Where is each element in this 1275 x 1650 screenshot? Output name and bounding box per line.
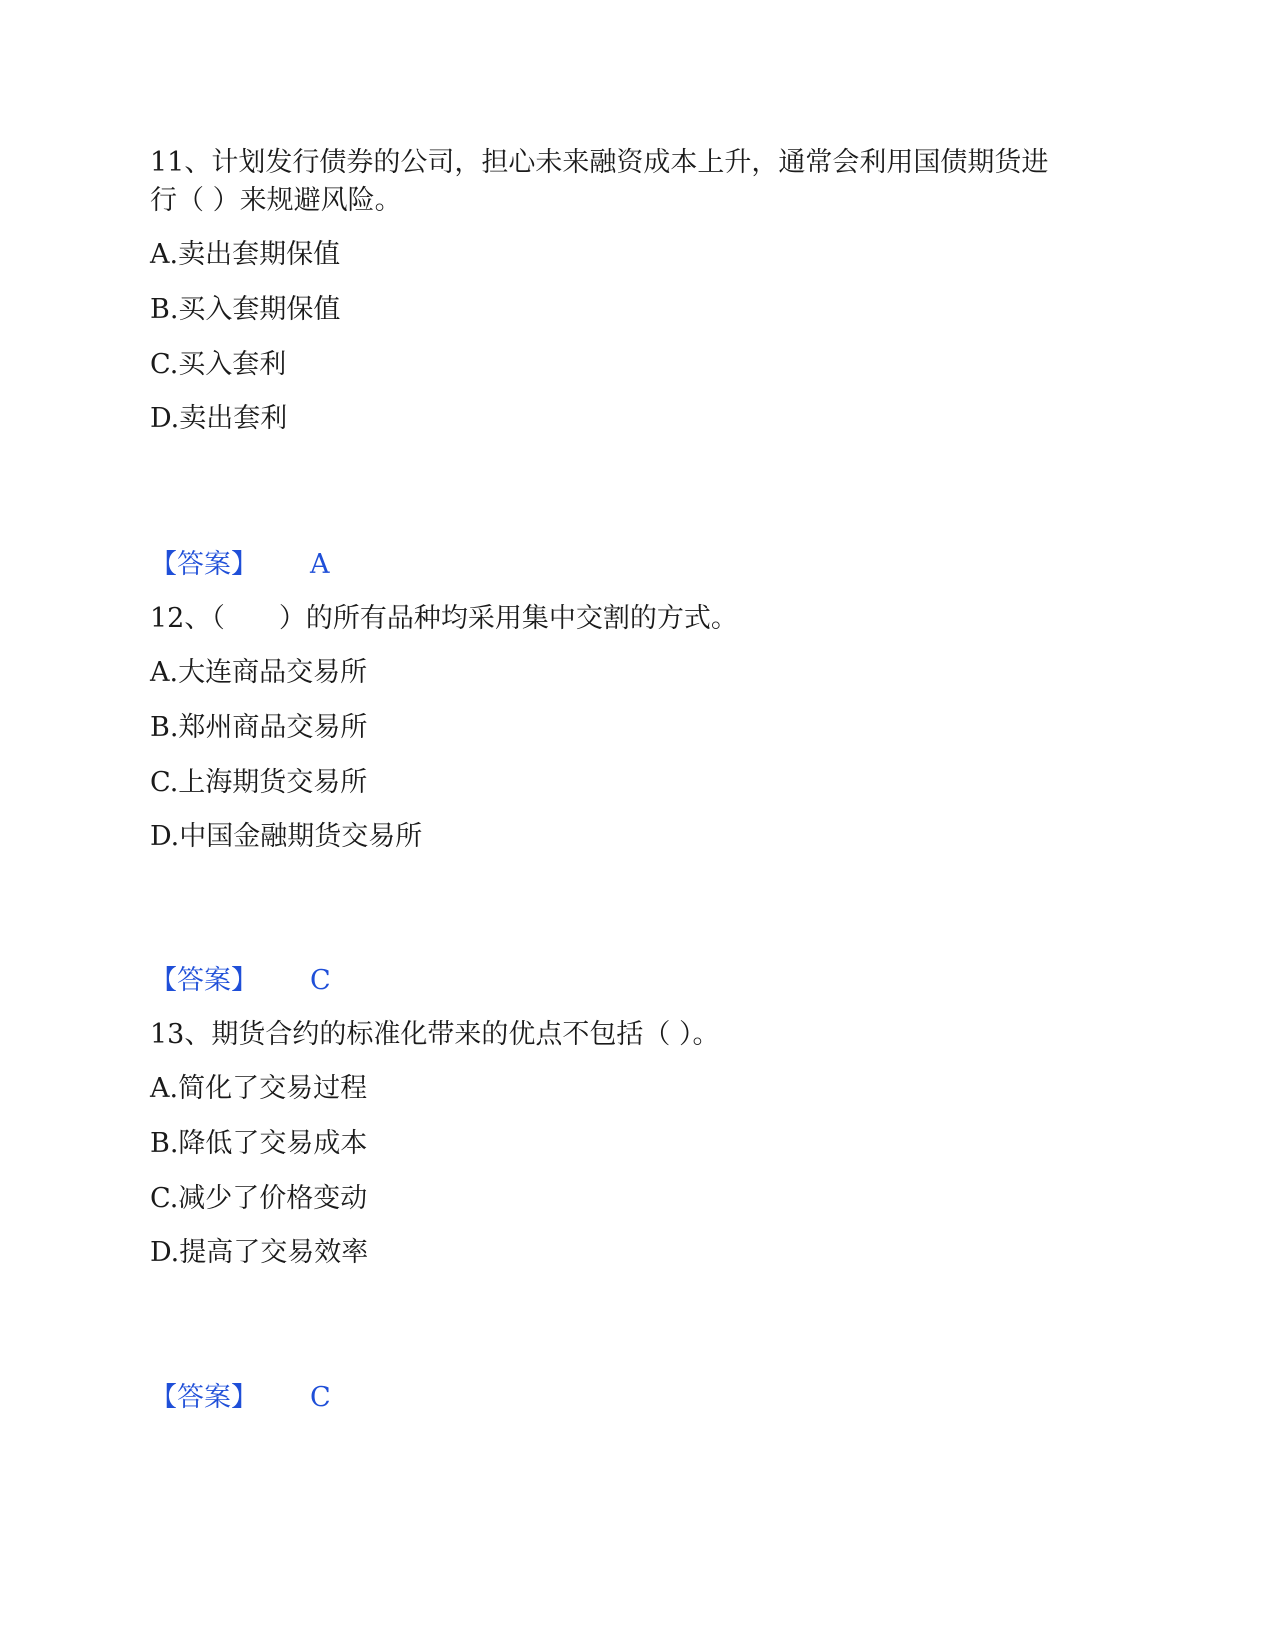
option-d: D.卖出套利 xyxy=(150,403,288,434)
answer-row xyxy=(150,961,331,1001)
question-stem-line: 13、期货合约的标准化带来的优点不包括（ ）。 xyxy=(150,1019,720,1050)
option-a: A.卖出套期保值 xyxy=(150,239,341,270)
option-c: C.上海期货交易所 xyxy=(150,767,368,798)
question-stem-line: 12、（ ）的所有品种均采用集中交割的方式。 xyxy=(150,603,738,634)
option-b: B.降低了交易成本 xyxy=(150,1128,368,1159)
answer-value: C xyxy=(310,1382,331,1413)
option-c: C.买入套利 xyxy=(150,349,287,380)
question-stem-line: 行（ ）来规避风险。 xyxy=(150,185,402,216)
answer-value: C xyxy=(310,965,331,996)
answer-value: A xyxy=(310,549,330,580)
answer-row xyxy=(150,545,330,585)
answer-label: 【答案】 xyxy=(150,965,258,996)
option-b: B.郑州商品交易所 xyxy=(150,712,368,743)
answer-label: 【答案】 xyxy=(150,549,258,580)
option-d: D.提高了交易效率 xyxy=(150,1237,369,1268)
option-d: D.中国金融期货交易所 xyxy=(150,821,423,852)
answer-row xyxy=(150,1378,331,1418)
option-c: C.减少了价格变动 xyxy=(150,1183,368,1214)
option-b: B.买入套期保值 xyxy=(150,294,341,325)
option-a: A.大连商品交易所 xyxy=(150,657,368,688)
option-a: A.简化了交易过程 xyxy=(150,1073,368,1104)
answer-label: 【答案】 xyxy=(150,1382,258,1413)
question-stem-line: 11、计划发行债券的公司，担心未来融资成本上升，通常会利用国债期货进 xyxy=(150,147,1049,178)
